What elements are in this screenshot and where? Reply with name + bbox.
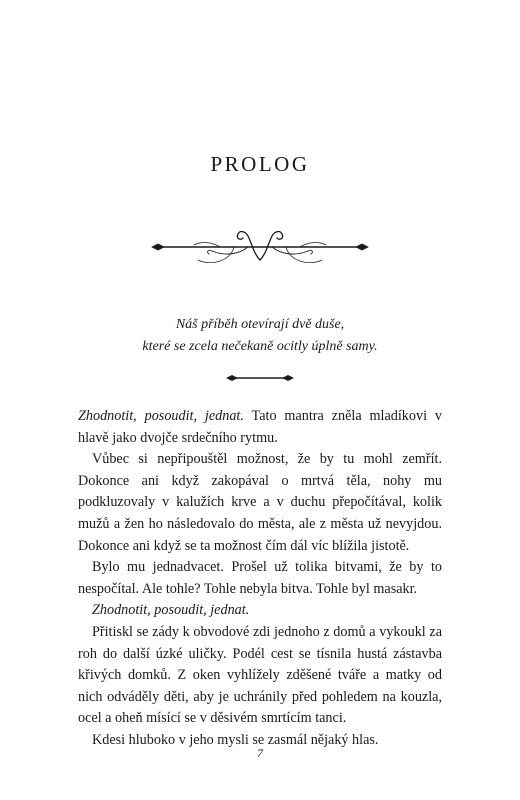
paragraph-text: Tato mantra zněla mladíkovi v hlavě jako dvojče srdečního rytmu. <box>78 408 442 446</box>
body-text <box>78 406 442 752</box>
epigraph-line: které se zcela nečekaně ocitly úplně samy. <box>142 339 378 354</box>
paragraph <box>78 406 442 449</box>
flourish-ornament-icon <box>150 226 370 268</box>
epigraph <box>60 314 460 358</box>
paragraph-text: Vůbec si nepřipouštěl možnost, že by tu mohl zemřít. Dokonce ani když zakopával o mrtvá těla, nohy mu podkluzovaly v kalužích krve a v duchu přepočítával, kolik mužů a žen ho následovalo do města, ale z města už nevyjdou. Dokonce ani když se ta možnost čím dál víc blížila jistotě. <box>78 451 442 554</box>
epigraph-line: Náš příběh otevírají dvě duše, <box>175 317 345 332</box>
paragraph <box>78 449 442 557</box>
paragraph <box>78 600 442 622</box>
mantra-italic: Zhodnotit, posoudit, jednat. <box>78 408 244 424</box>
paragraph <box>78 557 442 600</box>
divider-ornament-icon <box>226 371 294 385</box>
chapter-title: PROLOG <box>210 152 310 176</box>
paragraph-text: Přitiskl se zády k obvodové zdi jednoho z domů a vykoukl za roh do další úzké uličky. Podél cest se tísnila hustá zástavba křivých domků. Z oken vyhlížely zděšené tváře a matky od nich odváděly děti, aby je uchránily před pohledem na kouzla, ocel a oheň mísící se v děsivém smrtícím tanci. <box>78 623 442 727</box>
mantra-italic: Zhodnotit, posoudit, jednat. <box>92 602 250 619</box>
paragraph-text: Kdesi hluboko v jeho mysli se zasmál nějaký hlas. <box>92 731 379 748</box>
page-number: 7 <box>257 746 263 760</box>
paragraph <box>78 622 442 730</box>
paragraph-text: Bylo mu jednadvacet. Prošel už tolika bitvami, že by to nespočítal. Ale tohle? Tohle nebyla bitva. Tohle byl masakr. <box>78 559 442 597</box>
